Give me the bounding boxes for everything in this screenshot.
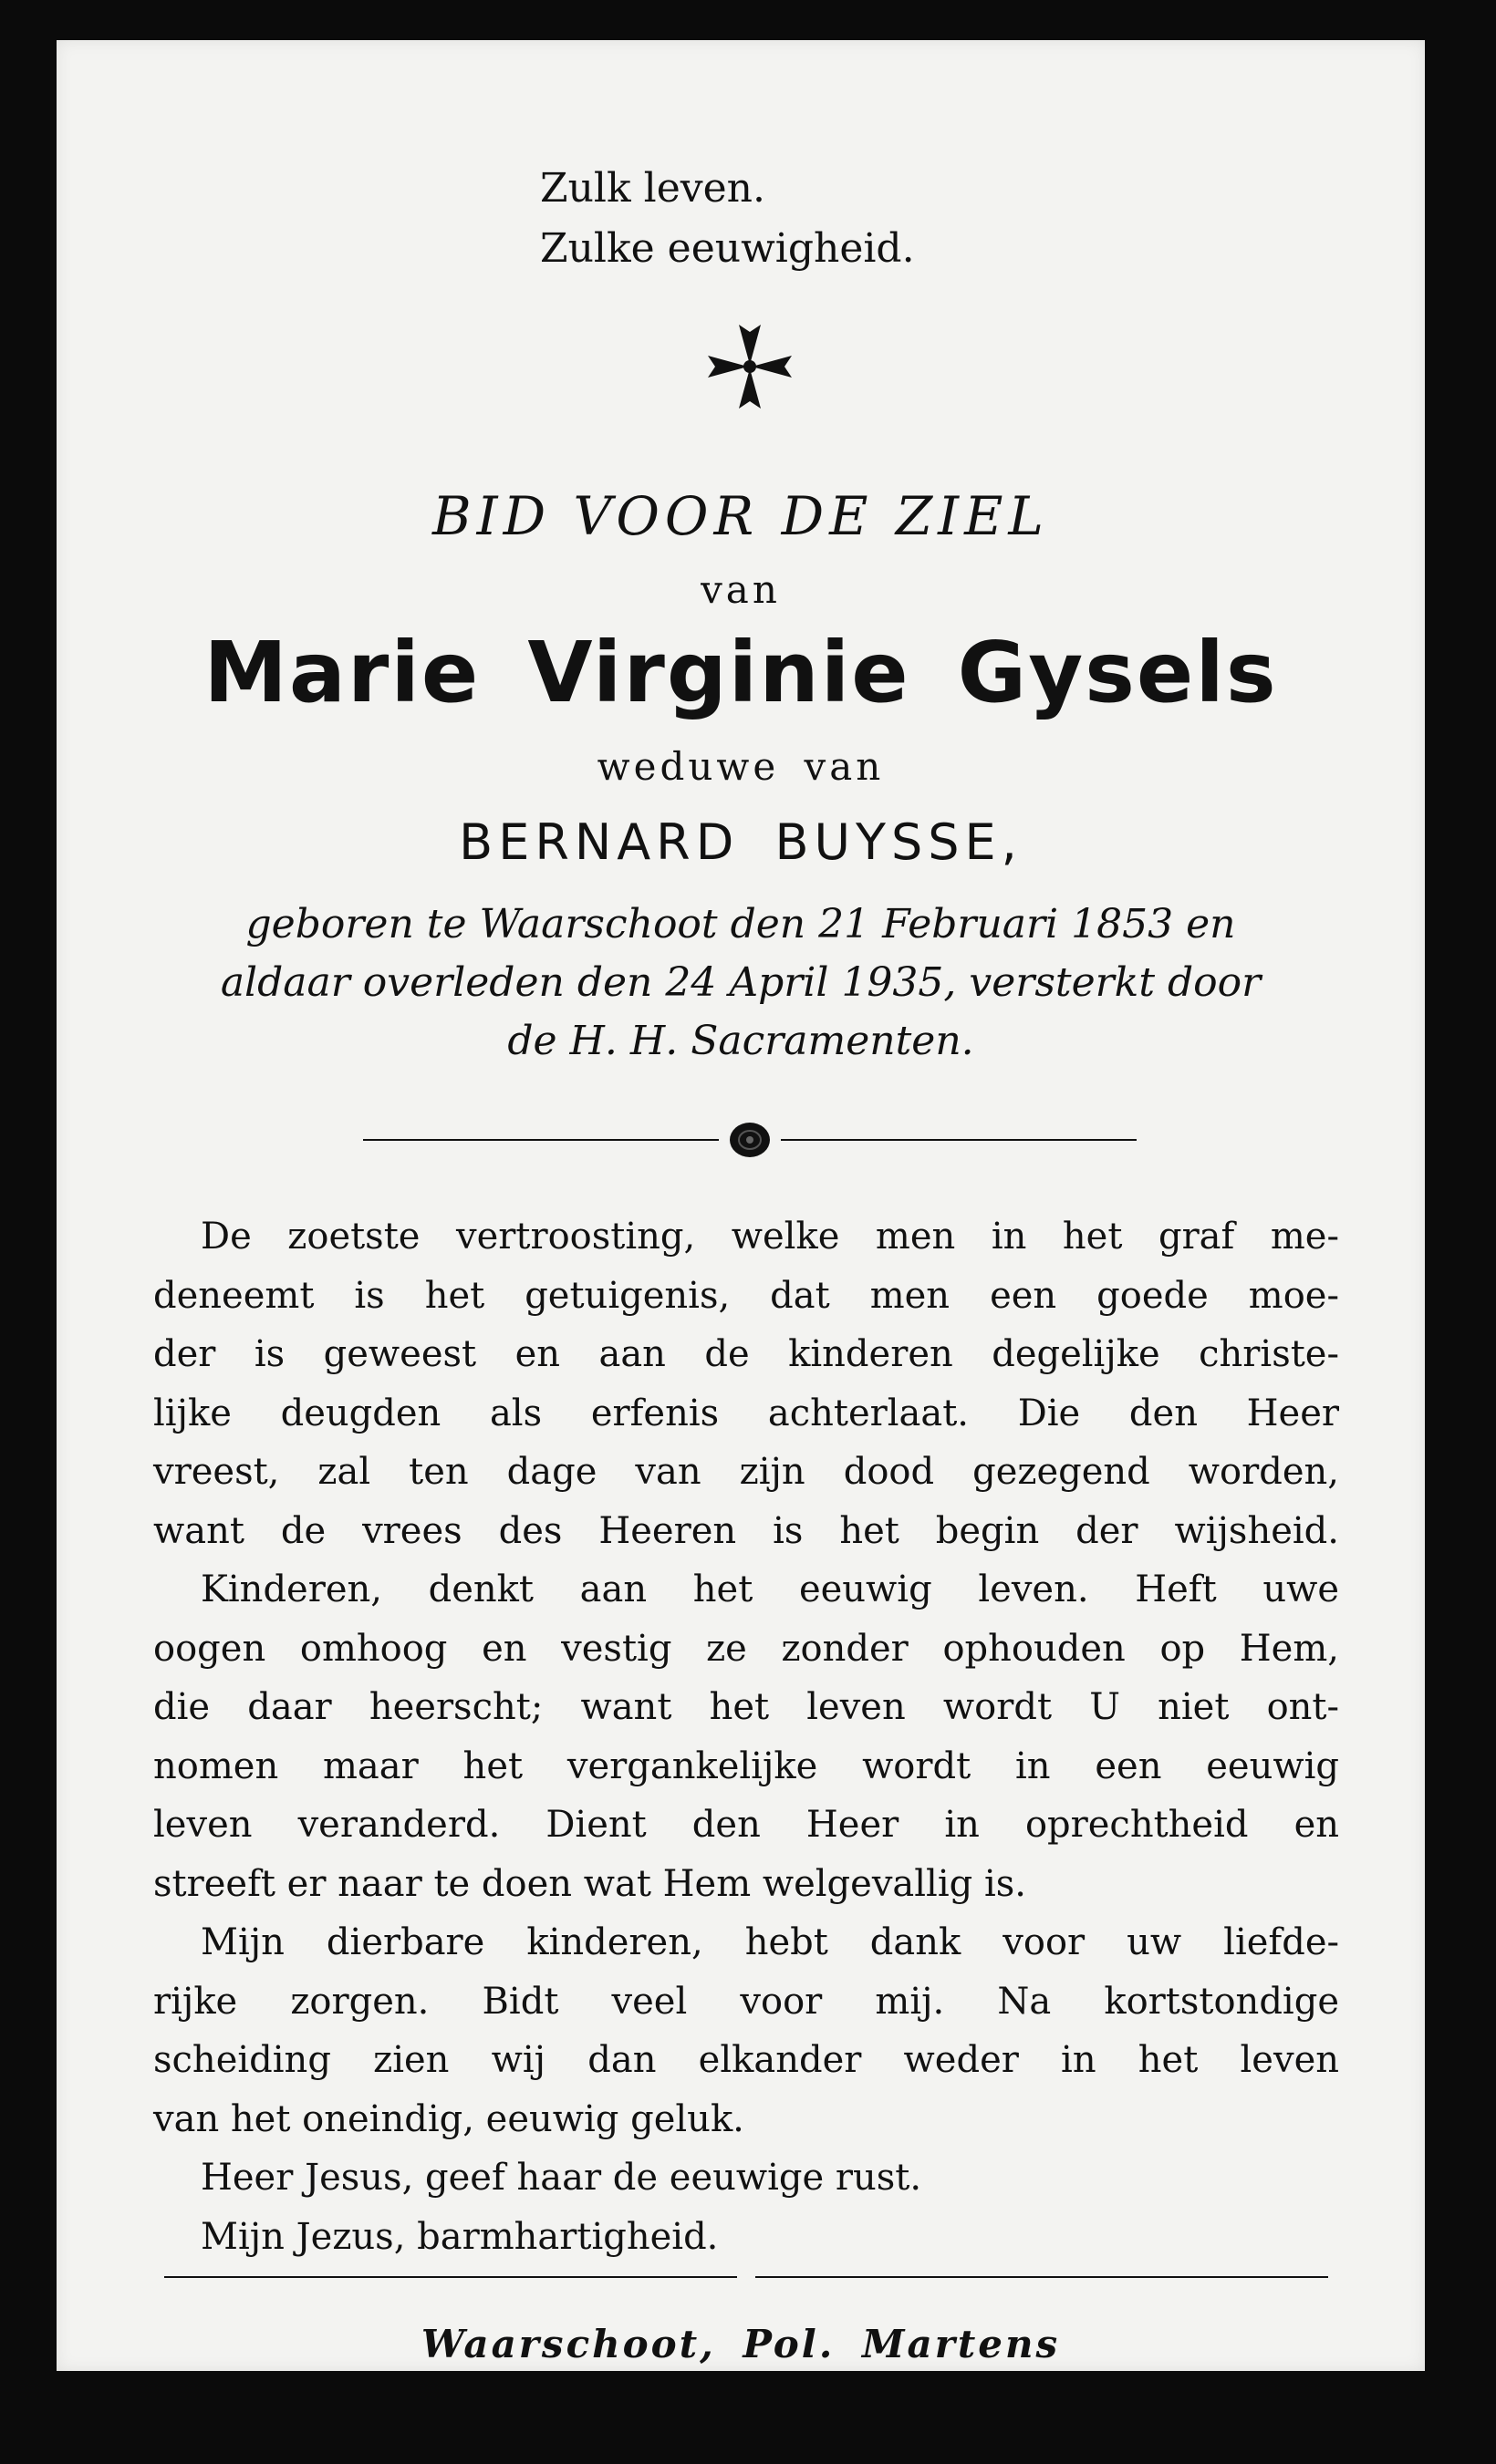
printer-imprint: Waarschoot, Pol. Martens — [421, 2322, 1061, 2366]
prayer-text — [153, 1207, 1339, 2266]
deceased-name: Marie Virginie Gysels — [203, 624, 1278, 721]
text-line: scheiding zien wij dan elkander weder in het leven — [153, 2039, 1339, 2081]
text-line: want de vrees des Heeren is het begin der wijsheid. — [153, 1509, 1339, 1552]
van-label: van — [701, 567, 781, 612]
text-line: streeft er naar te doen wat Hem welgevallig is. — [153, 1862, 1026, 1905]
rosette-ornament-icon — [728, 1122, 772, 1158]
cross-pattee-icon — [704, 321, 795, 412]
ornamental-divider — [363, 1122, 1137, 1158]
bio-line: de H. H. Sacramenten. — [507, 1018, 974, 1064]
husband-name: BERNARD BUYSSE, — [459, 813, 1023, 871]
bio-line: geboren te Waarschoot den 21 Februari 1853 en — [245, 901, 1236, 947]
text-line: leven veranderd. Dient den Heer in oprechtheid en — [153, 1804, 1339, 1846]
text-line: van het oneindig, eeuwig geluk. — [153, 2097, 744, 2140]
text-line: De zoetste vertroosting, welke men in het graf me- — [201, 1216, 1339, 1258]
bottom-divider — [164, 2276, 1328, 2280]
prayer-heading: BID VOOR DE ZIEL — [432, 485, 1049, 547]
text-line: deneemt is het getuigenis, dat men een goede moe- — [153, 1274, 1339, 1317]
biography — [157, 896, 1325, 1071]
motto-line-1: Zulk leven. — [540, 165, 765, 212]
text-line: Mijn Jezus, barmhartigheid. — [201, 2215, 719, 2258]
text-line: rijke zorgen. Bidt veel voor mij. Na kortstondige — [153, 1980, 1339, 2023]
text-line: Mijn dierbare kinderen, hebt dank voor uw liefde- — [201, 1921, 1339, 1963]
divider-rule-left — [363, 1139, 719, 1141]
text-line: nomen maar het vergankelijke wordt in een eeuwig — [153, 1744, 1339, 1787]
text-line: oogen omhoog en vestig ze zonder ophouden op Hem, — [153, 1627, 1339, 1670]
text-line: Heer Jesus, geef haar de eeuwige rust. — [201, 2157, 922, 2199]
divider-rule-right — [781, 1139, 1137, 1141]
text-line: lijke deugden als erfenis achterlaat. Die den Heer — [153, 1392, 1339, 1434]
motto — [540, 159, 915, 279]
bottom-rule-left — [164, 2276, 737, 2278]
text-line: Kinderen, denkt aan het eeuwig leven. Heft uwe — [201, 1568, 1339, 1610]
text-line: vreest, zal ten dage van zijn dood gezegend worden, — [153, 1451, 1339, 1493]
text-line: die daar heerscht; want het leven wordt U niet ont- — [153, 1686, 1339, 1728]
text-line: der is geweest en aan de kinderen degelijke christe- — [153, 1333, 1339, 1375]
bio-line: aldaar overleden den 24 April 1935, versterkt door — [220, 959, 1262, 1006]
motto-line-2: Zulke eeuwigheid. — [540, 225, 915, 272]
widow-of-label: weduwe van — [597, 744, 885, 789]
bottom-rule-right — [755, 2276, 1328, 2278]
memorial-card — [57, 40, 1425, 2371]
